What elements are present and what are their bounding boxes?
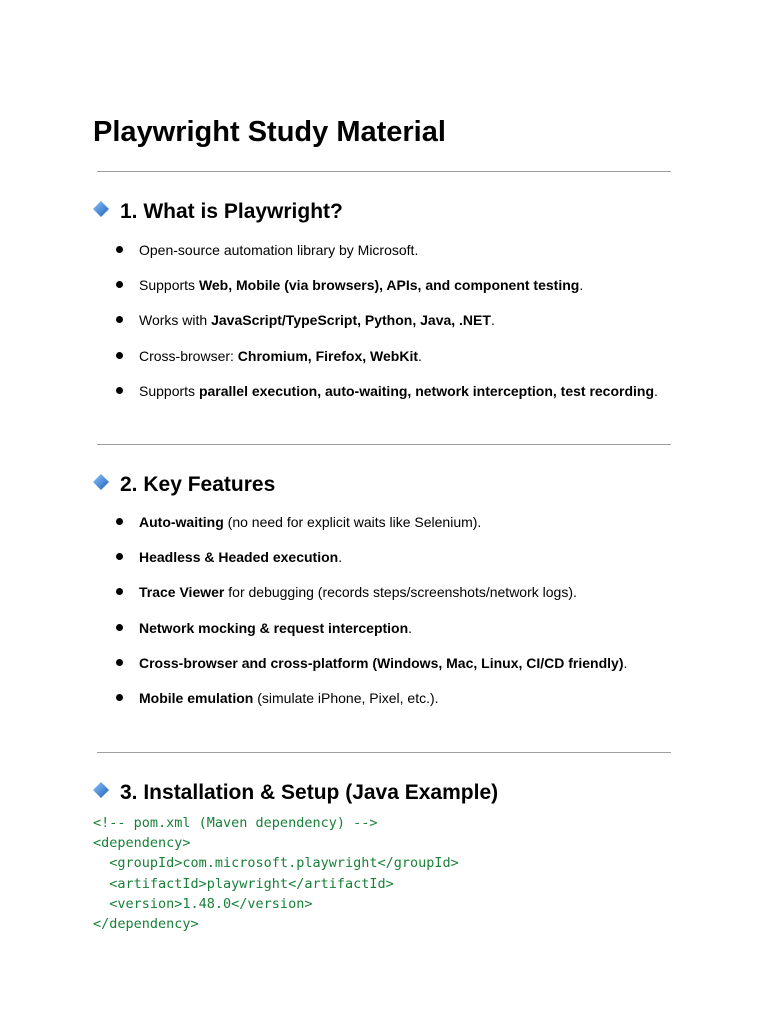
bullet-dot-icon (116, 588, 123, 595)
bold-text: JavaScript/TypeScript, Python, Java, .NET (211, 312, 491, 329)
section-heading-text: 3. Installation & Setup (Java Example) (120, 781, 499, 804)
text-run: . (579, 277, 584, 294)
section-heading-2 (93, 472, 275, 498)
section-heading-1 (93, 199, 343, 225)
list-item-text (139, 240, 418, 260)
code-line: <dependency> (93, 835, 191, 852)
text-run: . (623, 654, 628, 671)
bold-text: Mobile emulation (139, 690, 254, 706)
text-run: Open-source automation library by Microsoft. (139, 242, 419, 258)
bullet-dot-icon (116, 694, 123, 701)
bullet-dot-icon (116, 387, 123, 394)
list-item-text (139, 381, 658, 401)
bullet-dot-icon (116, 352, 123, 359)
bullet-dot-icon (116, 316, 123, 323)
list-item-text (139, 688, 439, 708)
bullet-dot-icon (116, 553, 123, 560)
bullet-dot-icon (116, 624, 123, 631)
bold-text: Headless & Headed execution (139, 549, 339, 566)
section-heading-3 (93, 780, 498, 806)
text-run: . (338, 549, 343, 566)
bold-text: Network mocking & request interception (139, 619, 409, 636)
section-heading-text: 1. What is Playwright? (120, 200, 343, 223)
document-title: Playwright Study Material (93, 116, 446, 148)
list-item-text (139, 618, 412, 638)
code-block (93, 813, 459, 934)
list-item-text (139, 275, 583, 295)
text-run: (no need for explicit waits like Selenium). (223, 514, 482, 530)
horizontal-rule (97, 752, 671, 753)
list-item-text (139, 512, 481, 532)
blue-diamond-icon (93, 474, 109, 490)
horizontal-rule (97, 444, 671, 445)
bold-text: Trace Viewer (139, 584, 225, 601)
bold-text: Cross-browser and cross-platform (Windows, Mac, Linux, CI/CD friendly) (139, 654, 624, 671)
code-line: <artifactId>playwright</artifactId> (93, 875, 394, 892)
bold-text: parallel execution, auto-waiting, network interception, test recording (198, 382, 655, 399)
bold-text: Web, Mobile (via browsers), APIs, and component testing (198, 277, 580, 294)
bullet-dot-icon (116, 518, 123, 525)
code-line: <version>1.48.0</version> (93, 895, 313, 912)
code-line: </dependency> (93, 915, 199, 932)
bold-text: Chromium, Firefox, WebKit (237, 347, 418, 364)
text-run: Works with (139, 312, 212, 329)
code-line: <groupId>com.microsoft.playwright</groupId> (93, 855, 459, 872)
text-run: . (490, 312, 495, 329)
list-item-text (139, 310, 495, 330)
list-item-text (139, 547, 342, 567)
bold-text: Auto-waiting (139, 514, 224, 530)
horizontal-rule (97, 171, 671, 172)
text-run: . (418, 347, 422, 364)
bullet-dot-icon (116, 659, 123, 666)
blue-diamond-icon (93, 782, 109, 798)
text-run: (simulate iPhone, Pixel, etc.). (253, 690, 439, 706)
text-run: Supports (139, 382, 199, 399)
bullet-dot-icon (116, 281, 123, 288)
code-line: <!-- pom.xml (Maven dependency) --> (93, 815, 378, 831)
list-item-text (139, 582, 577, 602)
text-run: Supports (139, 277, 199, 294)
text-run: for debugging (records steps/screenshots/network logs). (224, 584, 577, 601)
list-item-text (139, 653, 627, 673)
section-heading-text: 2. Key Features (120, 473, 276, 496)
bullet-dot-icon (116, 246, 123, 253)
text-run: Cross-browser: (139, 347, 238, 364)
text-run: . (408, 619, 413, 636)
text-run: . (654, 382, 658, 399)
blue-diamond-icon (93, 201, 109, 217)
list-item-text (139, 346, 422, 366)
